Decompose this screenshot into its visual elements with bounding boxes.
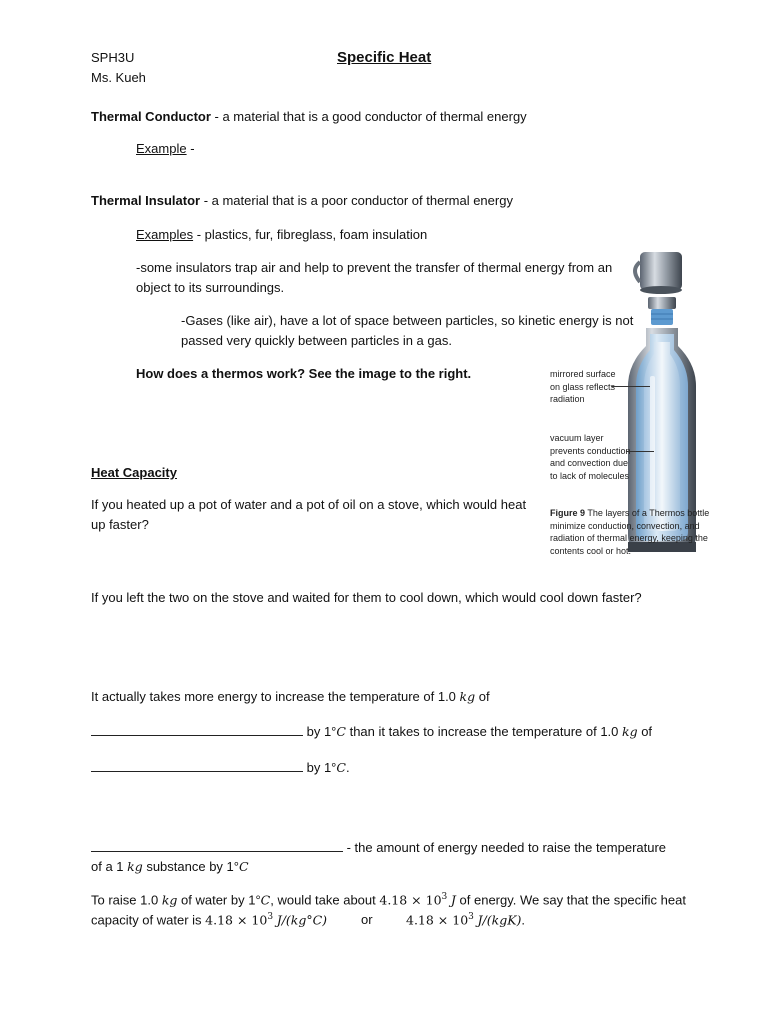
definition-text: - the amount of energy needed to raise the temperature [343,840,667,855]
unit-c: C [336,724,346,739]
water-line1-p3: , would take about [270,892,380,908]
water-line2-period: . [521,912,526,928]
stopper [648,297,676,325]
figure-label-vacuum-line4: to lack of molecules [550,470,630,481]
fill-line1 [91,689,490,704]
answer-blank-1[interactable] [91,723,303,736]
callout-line-mirrored [612,386,650,387]
figure-caption [550,507,709,557]
cup-lid [635,252,682,294]
insulator-examples-list: - plastics, fur, fibreglass, foam insulation [193,227,428,242]
fill-line2-rest: than it takes to increase the temperature of 1.0 [345,724,623,739]
unit-kg: kg [459,689,476,704]
unit-kg: kg [127,859,143,874]
definition-line2-mid: substance by 1° [142,859,239,874]
insulator-note1-line2: object to its surroundings. [136,280,285,295]
water-line2-p1: capacity of water is [91,912,206,928]
unit-kg: kg [161,892,178,908]
fill-line2-by: by 1° [303,724,337,739]
energy-value: 4.18 × 10 [379,892,442,908]
or-label: or [361,912,373,927]
teacher-name: Ms. Kueh [91,70,146,85]
unit-c: C [260,892,271,908]
unit-kg: kg [622,724,638,739]
conductor-example-dash: - [186,141,195,156]
specific-heat-unit-1: J/(kg°C) [276,912,328,928]
conductor-example [136,141,195,156]
unit-c: C [238,859,249,874]
figure-label-vacuum-line2: prevents conduction [550,445,631,456]
specific-heat-unit-2: J/(kgK) [477,912,522,928]
figure-caption-line2: minimize conduction, convection, and [550,520,700,531]
unit-j: J [450,892,456,908]
definition-line2-pre: of a 1 [91,859,128,874]
water-line2 [91,912,327,927]
course-code: SPH3U [91,50,135,65]
fill-line3-period: . [345,760,350,775]
insulator-note2-line2: passed very quickly between particles in a gas. [181,333,452,348]
insulator-line [91,193,513,208]
specific-heat-exponent-1: 3 [267,912,274,922]
fill-line1-of: of [475,689,490,704]
figure-label-mirrored-line3: radiation [550,394,585,404]
definition-line2 [91,859,249,874]
fill-line3-by: by 1° [303,760,337,775]
fill-line3 [91,759,350,775]
conductor-example-label: Example [136,141,187,156]
figure-label-mirrored-line1: mirrored surface [550,369,616,379]
insulator-note1-line1: -some insulators trap air and help to prevent the transfer of thermal energy from an [136,260,613,275]
question-heat-line2: up faster? [91,517,149,532]
figure-caption-line3: radiation of thermal energy, keeping the [550,533,708,543]
water-line1-p2: of water by 1° [177,892,261,908]
answer-blank-3[interactable] [91,839,343,852]
answer-blank-2[interactable] [91,759,303,772]
insulator-definition: - a material that is a poor conductor of thermal energy [200,193,513,208]
figure-caption-line1: The layers of a Thermos bottle [585,508,710,518]
water-line1-p1: To raise 1.0 [91,892,162,908]
water-line2-alt [406,912,525,927]
figure-label-mirrored-line2: on glass reflects [550,381,616,392]
unit-c: C [336,760,346,775]
question-cool: If you left the two on the stove and waited for them to cool down, which would cool down faster? [91,590,642,605]
water-line1-p4: of energy. We say that the specific heat [455,892,686,908]
specific-heat-exponent-2: 3 [468,912,474,922]
heat-capacity-heading: Heat Capacity [91,465,177,480]
insulator-note2-line1: -Gases (like air), have a lot of space between particles, so kinetic energy is not [181,313,634,328]
insulator-examples [136,227,427,242]
energy-exponent: 3 [441,892,448,902]
thermos-question: How does a thermos work? See the image to the right. [136,366,472,381]
fill-line1-text: It actually takes more energy to increase the temperature of 1.0 [91,689,460,704]
conductor-definition: - a material that is a good conductor of thermal energy [210,109,527,124]
insulator-term: Thermal Insulator [91,193,201,208]
fill-line2-of: of [637,724,653,739]
insulator-examples-label: Examples [136,227,194,242]
figure-label-vacuum-line3: and convection due [550,458,629,468]
conductor-line [91,109,527,124]
definition-line1 [91,839,666,855]
figure-caption-label: Figure 9 [550,508,586,518]
callout-line-vacuum [626,451,654,452]
fill-line2 [91,723,652,739]
water-line1 [91,892,686,907]
conductor-term: Thermal Conductor [91,109,211,124]
figure-caption-line4: contents cool or hot. [550,545,632,556]
figure-label-vacuum [550,432,631,482]
specific-heat-value-2: 4.18 × 10 [406,912,469,928]
specific-heat-value-1: 4.18 × 10 [205,912,268,928]
figure-label-vacuum-line1: vacuum layer [550,433,604,443]
page-title: Specific Heat [337,49,432,66]
question-heat-line1: If you heated up a pot of water and a pot of oil on a stove, which would heat [91,497,527,512]
figure-label-mirrored [550,368,616,406]
